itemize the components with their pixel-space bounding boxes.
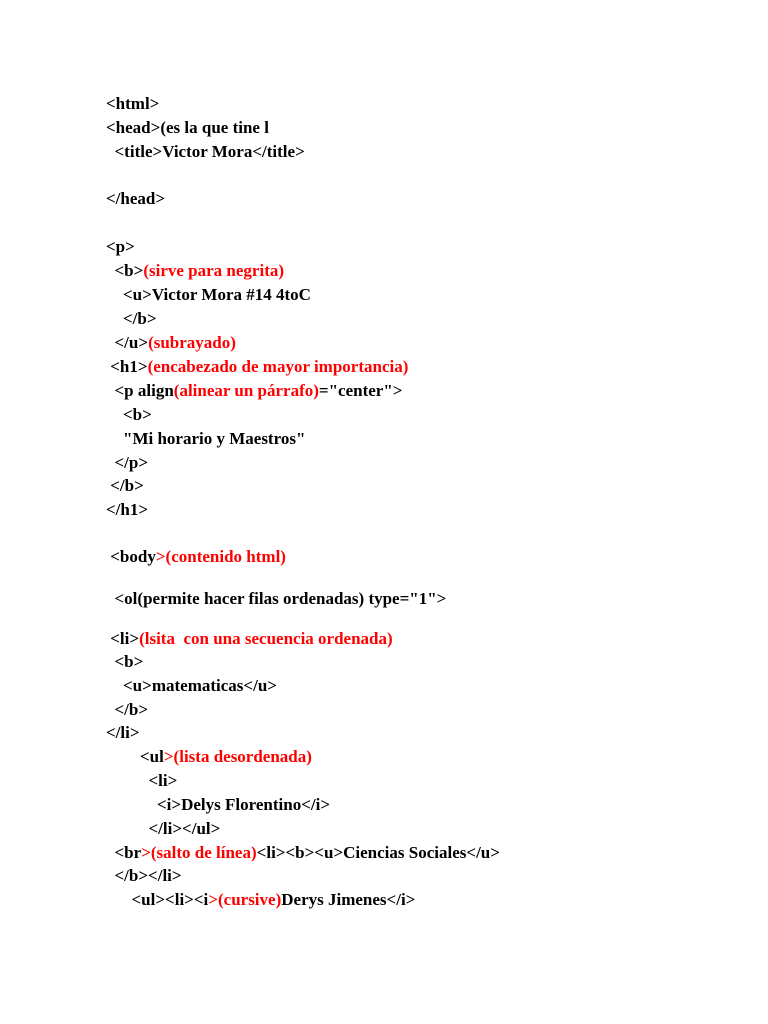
code-line xyxy=(106,261,284,281)
comment-text: (lsita con una secuencia ordenada) xyxy=(139,629,393,648)
code-line xyxy=(106,747,312,767)
comment-text: >(contenido html) xyxy=(155,547,286,566)
code-text: <html> xyxy=(106,94,160,113)
code-line xyxy=(106,676,277,696)
code-text: <u>matematicas</u> xyxy=(106,676,277,695)
code-text: <p align xyxy=(106,381,174,400)
code-line xyxy=(106,429,305,449)
code-text: <h1> xyxy=(106,357,148,376)
code-line xyxy=(106,142,305,162)
code-line xyxy=(106,589,446,609)
code-line xyxy=(106,476,144,496)
code-text: </li> xyxy=(106,723,140,742)
code-text: Derys Jimenes</i> xyxy=(281,890,416,909)
code-text: <ul xyxy=(106,747,164,766)
code-text: </b> xyxy=(106,309,157,328)
code-line xyxy=(106,547,286,567)
code-text: "Mi horario y Maestros" xyxy=(106,429,306,448)
comment-text: >(cursive) xyxy=(208,890,282,909)
code-line xyxy=(106,500,148,520)
code-text: <p> xyxy=(106,237,135,256)
code-line xyxy=(106,118,269,138)
code-line xyxy=(106,700,148,720)
code-text: <b> xyxy=(106,261,144,280)
code-text: <ul><li><i xyxy=(106,890,209,909)
code-text: ="center"> xyxy=(318,381,403,400)
code-line xyxy=(106,285,311,305)
code-line xyxy=(106,309,157,329)
code-text: <li> xyxy=(106,629,140,648)
code-line xyxy=(106,771,177,791)
code-text: <ol(permite hacer filas ordenadas) type="1"> xyxy=(106,589,447,608)
comment-text: (sirve para negrita) xyxy=(143,261,285,280)
code-line xyxy=(106,795,330,815)
code-line xyxy=(106,189,165,209)
code-text: </b></li> xyxy=(106,866,182,885)
code-text: </head> xyxy=(106,189,166,208)
comment-text: (encabezado de mayor importancia) xyxy=(147,357,409,376)
code-line xyxy=(106,843,500,863)
code-text: </b> xyxy=(106,700,149,719)
comment-text: (subrayado) xyxy=(148,333,236,352)
code-text: </p> xyxy=(106,453,149,472)
code-line xyxy=(106,381,402,401)
code-line xyxy=(106,405,152,425)
code-line xyxy=(106,237,135,257)
code-text: </li></ul> xyxy=(106,819,221,838)
code-text: <u>Victor Mora #14 4toC xyxy=(106,285,311,304)
code-line xyxy=(106,357,408,377)
code-text: <br xyxy=(106,843,142,862)
code-text: <title>Victor Mora</title> xyxy=(106,142,305,161)
code-text: </u> xyxy=(106,333,149,352)
comment-text: (alinear un párrafo) xyxy=(173,381,319,400)
comment-text: >(lista desordenada) xyxy=(163,747,312,766)
code-text: <b> xyxy=(106,652,144,671)
code-line xyxy=(106,453,148,473)
code-text: <head>(es la que tine l xyxy=(106,118,269,137)
code-line xyxy=(106,866,182,886)
code-text: <b> xyxy=(106,405,152,424)
code-text: <i>Delys Florentino</i> xyxy=(106,795,331,814)
code-line xyxy=(106,819,220,839)
code-text: <body xyxy=(106,547,156,566)
code-line xyxy=(106,629,393,649)
code-text: <li><b><u>Ciencias Sociales</u> xyxy=(256,843,500,862)
code-text: </b> xyxy=(106,476,144,495)
code-line xyxy=(106,890,415,910)
code-text: </h1> xyxy=(106,500,149,519)
code-line xyxy=(106,94,159,114)
code-line xyxy=(106,723,140,743)
code-line xyxy=(106,333,236,353)
code-text: <li> xyxy=(106,771,178,790)
code-line xyxy=(106,652,143,672)
comment-text: >(salto de línea) xyxy=(141,843,257,862)
